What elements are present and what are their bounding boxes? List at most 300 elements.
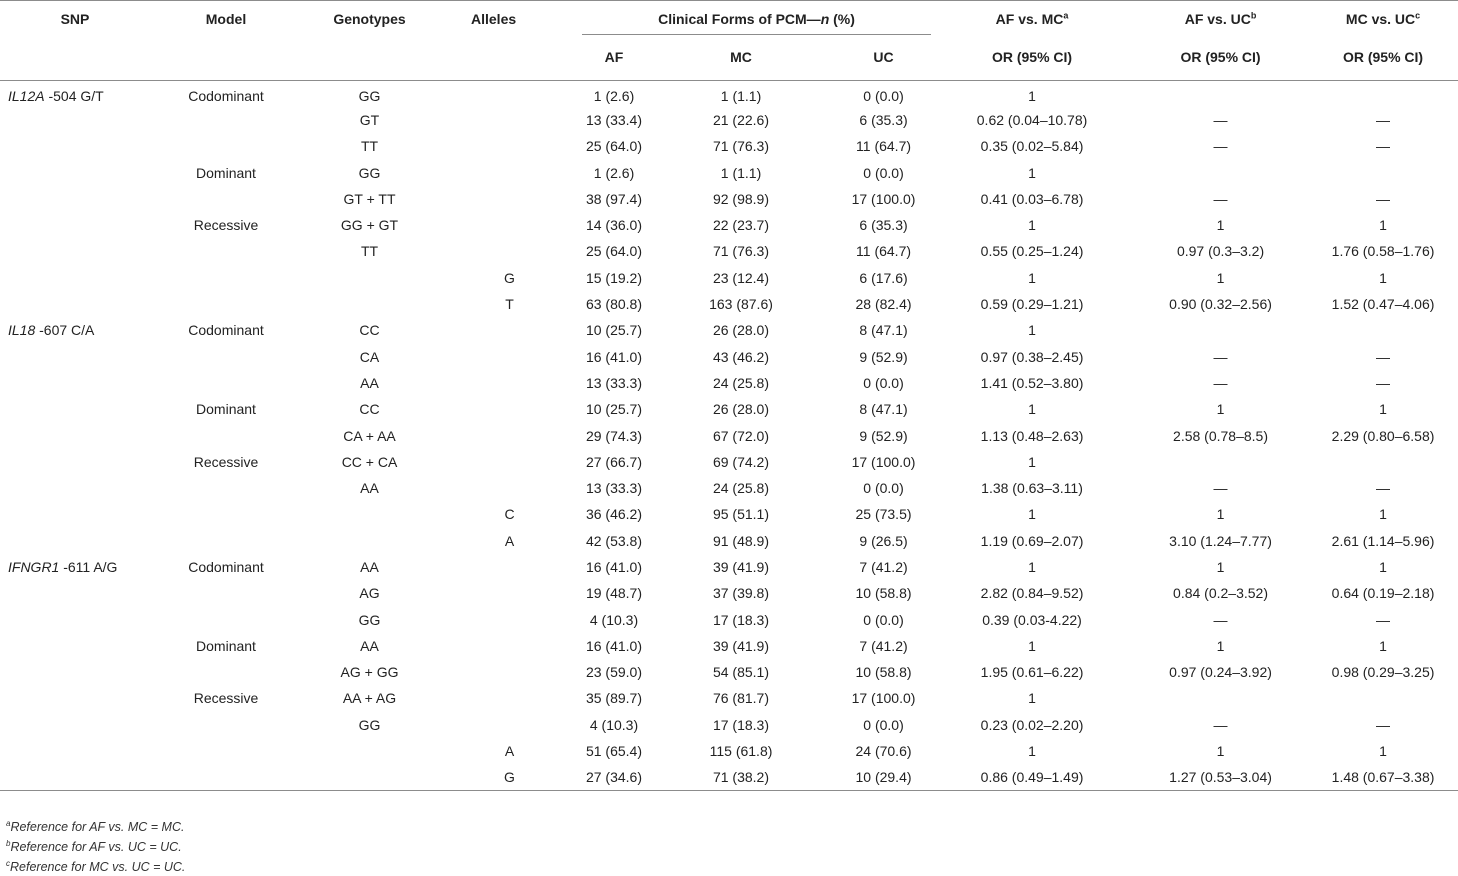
cell-model [150, 265, 302, 291]
cell-allele: C [504, 506, 515, 523]
cell-af: 51 (65.4) [585, 743, 643, 760]
cell-or1: 1.13 (0.48–2.63) [980, 427, 1084, 444]
cell-snp [0, 659, 150, 685]
cell-snp [0, 343, 150, 369]
header-or-ci-3: OR (95% CI) [1342, 49, 1424, 66]
header-af-vs-mc-sup: a [1063, 10, 1069, 21]
cell-af: 27 (66.7) [585, 453, 643, 470]
cell-snp [0, 265, 150, 291]
cell-af: 19 (48.7) [585, 585, 643, 602]
cell-or2: 0.97 (0.24–3.92) [1169, 664, 1272, 681]
cell-af: 1 (2.6) [593, 164, 635, 181]
cell-mc: 54 (85.1) [712, 664, 770, 681]
cell-genotype [302, 501, 437, 527]
cell-or1: 0.86 (0.49–1.49) [980, 769, 1084, 786]
cell-or3: — [1376, 480, 1391, 497]
cell-or2: 1 [1216, 217, 1225, 234]
cell-mc: 17 (18.3) [712, 716, 770, 733]
cell-snp [0, 159, 150, 185]
cell-model: Codominant [188, 87, 264, 104]
table-row [0, 238, 1458, 264]
cell-model [150, 764, 302, 790]
cell-or2 [1133, 449, 1308, 475]
table-row [0, 317, 1458, 343]
cell-af: 25 (64.0) [585, 243, 643, 260]
cell-uc: 11 (64.7) [856, 138, 912, 155]
cell-model: Recessive [193, 690, 259, 707]
table-row [0, 712, 1458, 738]
cell-genotype: AG + GG [340, 664, 399, 681]
cell-or3: 1.76 (0.58–1.76) [1331, 243, 1435, 260]
cell-allele: G [504, 269, 515, 286]
cell-or1: 1.19 (0.69–2.07) [980, 532, 1084, 549]
cell-af: 42 (53.8) [585, 532, 643, 549]
cell-mc: 39 (41.9) [712, 637, 770, 654]
table-row [0, 554, 1458, 580]
cell-mc: 43 (46.2) [712, 348, 770, 365]
footnote-c-sup: c [6, 858, 10, 868]
footnote-b-sup: b [6, 838, 11, 848]
cell-genotype: GG + GT [340, 217, 399, 234]
cell-genotype: GT [359, 111, 380, 128]
cell-or3: 1 [1379, 506, 1387, 523]
cell-or3 [1308, 685, 1458, 711]
cell-af: 13 (33.4) [585, 111, 643, 128]
header-alleles: Alleles [471, 11, 517, 27]
cell-or3: 1.52 (0.47–4.06) [1331, 296, 1435, 313]
cell-genotype: GG [358, 611, 381, 628]
cell-allele [437, 317, 582, 343]
cell-uc: 9 (26.5) [859, 532, 908, 549]
cell-genotype: AA + AG [342, 690, 397, 707]
cell-model [150, 712, 302, 738]
cell-or1: 0.23 (0.02–2.20) [980, 716, 1084, 733]
cell-or2: 1 [1216, 637, 1225, 654]
cell-af: 13 (33.3) [585, 480, 643, 497]
table-row [0, 475, 1458, 501]
cell-genotype: AA [360, 374, 379, 391]
table-row [0, 343, 1458, 369]
cell-or3: — [1376, 611, 1391, 628]
cell-uc: 0 (0.0) [863, 374, 904, 391]
clinical-forms-rule [582, 34, 931, 35]
cell-or1: 0.55 (0.25–1.24) [980, 243, 1084, 260]
cell-mc: 91 (48.9) [712, 532, 770, 549]
cell-or3 [1308, 159, 1458, 185]
cell-model [150, 238, 302, 264]
header-af-vs-uc-label: AF vs. UC [1184, 11, 1251, 27]
cell-snp [0, 370, 150, 396]
cell-genotype: AA [360, 637, 379, 654]
cell-or1: 0.41 (0.03–6.78) [980, 190, 1084, 207]
cell-or1: 1 [1028, 558, 1036, 575]
cell-uc: 6 (35.3) [859, 217, 908, 234]
cell-allele [437, 107, 582, 133]
cell-genotype: CA + AA [343, 427, 396, 444]
cell-allele: A [504, 743, 515, 760]
cell-genotype [302, 528, 437, 554]
cell-snp [0, 580, 150, 606]
cell-uc: 7 (41.2) [859, 558, 908, 575]
cell-or1: 1 [1028, 87, 1036, 104]
cell-or1: 0.35 (0.02–5.84) [980, 138, 1084, 155]
cell-or3: 1 [1379, 743, 1387, 760]
table-row [0, 528, 1458, 554]
cell-or2 [1133, 685, 1308, 711]
cell-af: 14 (36.0) [585, 217, 643, 234]
cell-or3: 0.98 (0.29–3.25) [1331, 664, 1435, 681]
table-row [0, 396, 1458, 422]
cell-or2 [1133, 159, 1308, 185]
cell-uc: 0 (0.0) [863, 611, 904, 628]
cell-or3: 1 [1379, 217, 1387, 234]
table-row [0, 133, 1458, 159]
cell-or2: 1 [1216, 558, 1225, 575]
cell-af: 35 (89.7) [585, 690, 643, 707]
cell-mc: 24 (25.8) [712, 480, 770, 497]
table-row [0, 81, 1458, 107]
cell-allele [437, 475, 582, 501]
header-or-ci-2: OR (95% CI) [1180, 49, 1261, 66]
cell-uc: 8 (47.1) [859, 322, 908, 339]
table-row [0, 501, 1458, 527]
cell-uc: 24 (70.6) [855, 743, 912, 760]
cell-allele: G [504, 769, 515, 786]
cell-or3: — [1376, 348, 1391, 365]
cell-model: Dominant [196, 164, 256, 181]
snp-gene: IL12A [8, 87, 45, 104]
cell-snp [0, 554, 150, 580]
header-clinical-n: n [820, 11, 830, 27]
cell-allele [437, 212, 582, 238]
cell-snp [0, 212, 150, 238]
header-af: AF [604, 49, 624, 66]
cell-allele [437, 606, 582, 632]
cell-or2: 0.84 (0.2–3.52) [1173, 585, 1269, 602]
cell-allele [437, 449, 582, 475]
cell-model [150, 738, 302, 764]
header-af-vs-mc-label: AF vs. MC [995, 11, 1064, 27]
cell-or1: 1 [1028, 637, 1036, 654]
cell-mc: 22 (23.7) [712, 217, 770, 234]
cell-or3: 2.29 (0.80–6.58) [1331, 427, 1435, 444]
header-mc: MC [730, 49, 752, 66]
cell-or1: 1.38 (0.63–3.11) [981, 480, 1083, 497]
cell-snp [0, 317, 150, 343]
cell-or1: 1 [1028, 217, 1036, 234]
cell-allele [437, 712, 582, 738]
cell-or2: 1 [1216, 269, 1225, 286]
cell-mc: 1 (1.1) [720, 164, 762, 181]
cell-af: 29 (74.3) [585, 427, 643, 444]
cell-genotype: AG [359, 585, 380, 602]
cell-uc: 0 (0.0) [863, 87, 904, 104]
cell-or1: 1 [1028, 743, 1036, 760]
cell-af: 13 (33.3) [585, 374, 643, 391]
cell-model [150, 107, 302, 133]
cell-or1: 1 [1028, 506, 1036, 523]
cell-or1: 1.41 (0.52–3.80) [980, 374, 1084, 391]
cell-snp [0, 738, 150, 764]
cell-snp [0, 186, 150, 212]
cell-uc: 9 (52.9) [859, 427, 908, 444]
cell-model: Dominant [196, 401, 256, 418]
table-row [0, 370, 1458, 396]
table-row [0, 738, 1458, 764]
cell-or3: — [1376, 111, 1391, 128]
cell-allele [437, 343, 582, 369]
cell-af: 16 (41.0) [585, 348, 643, 365]
cell-mc: 71 (76.3) [712, 138, 770, 155]
cell-allele [437, 396, 582, 422]
cell-uc: 28 (82.4) [855, 296, 912, 313]
footnote-b-text: Reference for AF vs. UC = UC. [10, 840, 182, 854]
cell-or1: 0.97 (0.38–2.45) [980, 348, 1084, 365]
table-row [0, 580, 1458, 606]
cell-uc: 10 (58.8) [855, 585, 912, 602]
cell-allele: A [504, 532, 515, 549]
cell-snp [0, 396, 150, 422]
cell-af: 10 (25.7) [585, 322, 643, 339]
cell-allele [437, 554, 582, 580]
cell-af: 15 (19.2) [585, 269, 643, 286]
cell-mc: 92 (98.9) [712, 190, 770, 207]
cell-allele [437, 159, 582, 185]
header-af-vs-mc [931, 1, 1133, 35]
cell-af: 4 (10.3) [589, 611, 639, 628]
cell-or2: — [1213, 348, 1228, 365]
footnote-c [6, 860, 185, 874]
cell-or3: — [1376, 138, 1391, 155]
cell-genotype: TT [360, 138, 379, 155]
cell-snp [0, 501, 150, 527]
cell-af: 10 (25.7) [585, 401, 643, 418]
snp-gene: IL18 [8, 322, 36, 339]
cell-snp [0, 238, 150, 264]
cell-model [150, 580, 302, 606]
cell-allele [437, 633, 582, 659]
cell-model [150, 133, 302, 159]
cell-allele [437, 81, 582, 107]
cell-mc: 26 (28.0) [712, 322, 770, 339]
cell-model [150, 343, 302, 369]
cell-or3: 1 [1379, 269, 1387, 286]
cell-or3: — [1376, 374, 1391, 391]
table-row [0, 449, 1458, 475]
table-row [0, 107, 1458, 133]
cell-or2: — [1213, 111, 1228, 128]
cell-genotype: GG [358, 87, 381, 104]
cell-af: 36 (46.2) [585, 506, 643, 523]
header-snp: SNP [60, 11, 90, 27]
cell-or1: 1.95 (0.61–6.22) [980, 664, 1084, 681]
table-row [0, 606, 1458, 632]
cell-uc: 25 (73.5) [855, 506, 912, 523]
cell-uc: 8 (47.1) [859, 401, 908, 418]
cell-or1: 2.82 (0.84–9.52) [980, 585, 1084, 602]
cell-uc: 7 (41.2) [859, 637, 908, 654]
cell-or1: 1 [1028, 453, 1036, 470]
cell-or3: 1 [1379, 637, 1387, 654]
cell-snp [0, 291, 150, 317]
cell-model [150, 501, 302, 527]
header-clinical-prefix: Clinical Forms of PCM— [658, 11, 821, 27]
cell-mc: 21 (22.6) [712, 111, 770, 128]
cell-or3: 0.64 (0.19–2.18) [1331, 585, 1435, 602]
header-uc: UC [873, 49, 894, 66]
cell-mc: 17 (18.3) [712, 611, 770, 628]
header-clinical-suffix: (%) [829, 11, 855, 27]
cell-allele: T [505, 296, 514, 313]
cell-uc: 10 (29.4) [855, 769, 912, 786]
header-or-ci-1: OR (95% CI) [991, 49, 1073, 66]
cell-allele [437, 659, 582, 685]
cell-snp [0, 606, 150, 632]
cell-or2: — [1213, 374, 1228, 391]
cell-uc: 17 (100.0) [851, 190, 916, 207]
cell-allele [437, 238, 582, 264]
cell-or3 [1308, 317, 1458, 343]
cell-or3: 1 [1379, 401, 1387, 418]
cell-mc: 115 (61.8) [709, 743, 773, 760]
cell-mc: 76 (81.7) [712, 690, 770, 707]
cell-allele [437, 685, 582, 711]
cell-uc: 0 (0.0) [863, 164, 904, 181]
cell-snp [0, 449, 150, 475]
table-header [0, 1, 1458, 81]
header-mc-vs-uc [1308, 1, 1458, 35]
cell-af: 25 (64.0) [585, 138, 643, 155]
cell-uc: 17 (100.0) [851, 690, 916, 707]
table-row [0, 212, 1458, 238]
cell-uc: 11 (64.7) [856, 243, 912, 260]
cell-allele [437, 133, 582, 159]
cell-genotype: GT + TT [343, 190, 396, 207]
cell-genotype: GG [358, 716, 381, 733]
cell-or2: — [1213, 480, 1228, 497]
cell-uc: 10 (58.8) [855, 664, 912, 681]
footnote-a [6, 820, 184, 834]
table-row [0, 764, 1458, 790]
cell-mc: 37 (39.8) [712, 585, 770, 602]
cell-or2: — [1213, 611, 1228, 628]
footnote-a-text: Reference for AF vs. MC = MC. [10, 820, 185, 834]
cell-model [150, 659, 302, 685]
cell-mc: 95 (51.1) [712, 506, 770, 523]
cell-snp [0, 685, 150, 711]
cell-snp [0, 107, 150, 133]
cell-model [150, 291, 302, 317]
cell-model [150, 606, 302, 632]
table-row [0, 291, 1458, 317]
cell-genotype: CC + CA [341, 453, 398, 470]
cell-uc: 6 (35.3) [859, 111, 908, 128]
table-row [0, 633, 1458, 659]
cell-genotype [302, 738, 437, 764]
cell-mc: 39 (41.9) [712, 558, 770, 575]
cell-snp [0, 764, 150, 790]
cell-or1: 1 [1028, 690, 1036, 707]
cell-or3: 1.48 (0.67–3.38) [1331, 769, 1435, 786]
cell-mc: 26 (28.0) [712, 401, 770, 418]
cell-uc: 9 (52.9) [859, 348, 908, 365]
header-af-vs-uc-sup: b [1250, 10, 1257, 21]
snp-gene: IFNGR1 [8, 558, 60, 575]
cell-genotype [302, 291, 437, 317]
snp-variant: -607 C/A [35, 322, 95, 339]
cell-or2 [1133, 81, 1308, 107]
cell-snp [0, 528, 150, 554]
table-row [0, 422, 1458, 448]
cell-model: Codominant [188, 558, 264, 575]
cell-or1: 0.62 (0.04–10.78) [976, 111, 1088, 128]
header-af-vs-uc [1133, 1, 1308, 35]
cell-snp [0, 422, 150, 448]
cell-model [150, 528, 302, 554]
footnote-a-sup: a [6, 818, 11, 828]
cell-or1: 1 [1028, 269, 1036, 286]
cell-or3: 1 [1379, 558, 1387, 575]
cell-or1: 1 [1028, 401, 1036, 418]
cell-model: Codominant [188, 322, 264, 339]
cell-af: 63 (80.8) [585, 296, 643, 313]
cell-or2 [1133, 317, 1308, 343]
cell-or2: 1.27 (0.53–3.04) [1169, 769, 1272, 786]
cell-mc: 71 (38.2) [712, 769, 770, 786]
cell-model: Recessive [193, 453, 259, 470]
cell-allele [437, 370, 582, 396]
table-body [0, 81, 1458, 791]
cell-af: 27 (34.6) [585, 769, 643, 786]
cell-or2: 1 [1216, 506, 1225, 523]
cell-mc: 1 (1.1) [720, 87, 762, 104]
cell-or2: 2.58 (0.78–8.5) [1173, 427, 1269, 444]
cell-af: 16 (41.0) [585, 558, 643, 575]
cell-or1: 0.39 (0.03-4.22) [982, 611, 1082, 628]
cell-genotype: GG [358, 164, 381, 181]
cell-af: 38 (97.4) [585, 190, 643, 207]
cell-snp [0, 133, 150, 159]
header-genotypes: Genotypes [333, 11, 406, 27]
cell-model [150, 186, 302, 212]
cell-genotype: TT [360, 243, 379, 260]
cell-allele [437, 422, 582, 448]
table-row [0, 159, 1458, 185]
snp-variant: -504 G/T [44, 87, 104, 104]
cell-mc: 71 (76.3) [712, 243, 770, 260]
header-mc-vs-uc-sup: c [1415, 10, 1421, 21]
cell-mc: 69 (74.2) [712, 453, 770, 470]
cell-allele [437, 186, 582, 212]
footnote-c-text: Reference for MC vs. UC = UC. [10, 860, 186, 874]
cell-af: 1 (2.6) [593, 87, 635, 104]
header-model: Model [205, 11, 247, 27]
cell-mc: 24 (25.8) [712, 374, 770, 391]
header-clinical-forms [582, 1, 931, 35]
cell-af: 23 (59.0) [585, 664, 643, 681]
cell-or3 [1308, 449, 1458, 475]
cell-or3: 2.61 (1.14–5.96) [1331, 532, 1435, 549]
cell-snp [0, 633, 150, 659]
cell-or2: 3.10 (1.24–7.77) [1169, 532, 1272, 549]
cell-allele [437, 580, 582, 606]
cell-uc: 17 (100.0) [851, 453, 916, 470]
cell-or2: — [1213, 138, 1228, 155]
cell-mc: 67 (72.0) [712, 427, 770, 444]
cell-or2: 0.97 (0.3–3.2) [1176, 243, 1265, 260]
cell-or3: — [1376, 716, 1391, 733]
cell-mc: 163 (87.6) [709, 296, 773, 313]
